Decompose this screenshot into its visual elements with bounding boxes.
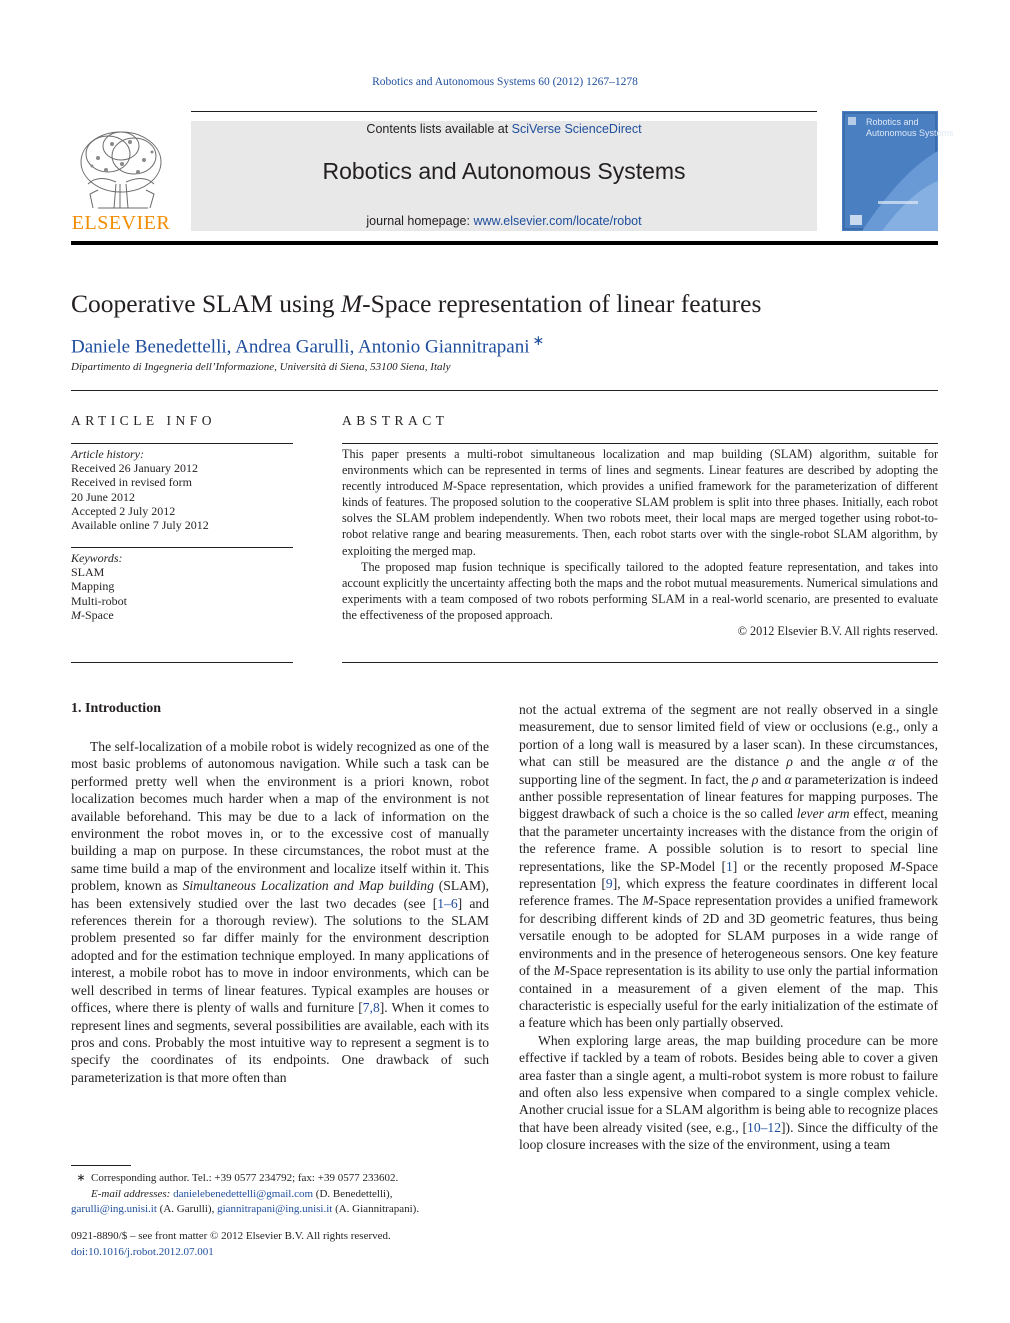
history-item: 20 June 2012: [71, 489, 135, 504]
article-history: [71, 447, 209, 532]
author-name[interactable]: Antonio Giannitrapani: [358, 336, 530, 358]
history-label: Article history:: [71, 447, 144, 461]
legal-block: [71, 1229, 391, 1260]
body-paragraph: When exploring large areas, the map building procedure can be more effective if tackled by a team of robots. Besides being able to cover a given area faster than a single agent, a multi-robot system is more robust to failure and often also less expensive when compared to a single complex vehicle. Another crucial issue for a SLAM algorithm is being able to recognize places that have been already visited (see, e.g., [10–12]). Since the difficulty of the loop closure increases with the size of the environment, using a team: [519, 1032, 938, 1153]
abstract-paragraph: This paper presents a multi-robot simultaneous localization and map building (SLAM) algorithm, suitable for environments which can be represented in terms of lines and segments. Linear features are described by adopting the recently introduced M-Space representation, which provides a unified framework for the parameterization of different kinds of features. The proposed solution to the cooperative SLAM problem is split into three phases. Initially, each robot solves the SLAM problem independently. When two robots meet, their local maps are merged together using robot-to-robot relative range and bearing measurements. Then, each robot starts over with the single-robot SLAM algorithm, by exploiting the merged map.: [342, 447, 938, 558]
email-link[interactable]: danielebenedettelli@gmail.com: [173, 1187, 314, 1200]
header-thick-rule: [71, 241, 938, 245]
body-paragraph: not the actual extrema of the segment are not really observed in a single measurement, due to sensor limited field of view or occlusions (e.g., only a portion of a long wall is measured by a laser scan). In these circumstances, what can still be measured are the distance ρ and the angle α of the supporting line of the segment. In fact, the ρ and α parameterization is indeed anther possible representation of linear features for mapping purposes. The biggest drawback of such a choice is the so called lever arm effect, meaning that the parameter uncertainty increases with the distance from the origin of the reference frame. A possible solution is to resort to special line representations, like the SP-Model [1] or the recently proposed M-Space representation [9], which express the feature coordinates in different local reference frames. The M-Space representation provides a unified framework for describing different kinds of 2D and 3D geometric features, thus being versatile enough to be adopted for SLAM purposes in a wide range of environments and in the presence of heterogeneous sensors. One key feature of the M-Space representation is its ability to use only the partial information contained in a measurement of a given element of the map. This characteristic is especially useful for the early initialization of the estimate of a feature which has been only partially observed.: [519, 702, 939, 1031]
abstract-rule: [342, 443, 938, 444]
title-rule: [71, 390, 938, 391]
abstract-heading: ABSTRACT: [342, 413, 449, 428]
contents-prefix: Contents lists available at: [366, 122, 512, 136]
header-rule: [191, 111, 817, 112]
keyword: [71, 608, 127, 622]
article-info-heading: ARTICLE INFO: [71, 413, 217, 428]
keywords-rule: [71, 547, 293, 548]
email-label: E-mail addresses:: [91, 1187, 171, 1200]
homepage-link[interactable]: www.elsevier.com/locate/robot: [473, 214, 642, 228]
affiliation: Dipartimento di Ingegneria dell’Informazione, Università di Siena, 53100 Siena, Italy: [71, 361, 451, 373]
keywords-block: [71, 551, 127, 622]
author-name[interactable]: Daniele Benedettelli: [71, 336, 227, 358]
title-part: Cooperative SLAM using: [71, 289, 341, 318]
sciencedirect-link[interactable]: SciVerse ScienceDirect: [511, 122, 642, 136]
abstract-paragraph: The proposed map fusion technique is specifically tailored to the adopted feature representation, and takes into account explicitly the uncertainty affecting both the maps and the robot mutual measurements. Numerical simulations and experiments with a team composed of two robots performing SLAM in a real-world scenario, are presented to evaluate the effectiveness of the proposed approach.: [342, 559, 938, 622]
body-column-left: [71, 738, 489, 1086]
contents-line: [191, 122, 817, 136]
author-list: Daniele Benedettelli, Andrea Garulli, Antonio Giannitrapani ∗: [71, 334, 545, 358]
history-item: Available online 7 July 2012: [71, 518, 209, 533]
citation-link[interactable]: 1: [726, 858, 733, 874]
elsevier-wordmark: ELSEVIER: [71, 212, 171, 234]
running-header: Robotics and Autonomous Systems 60 (2012) 1267–1278: [372, 76, 638, 88]
abstract-copyright: © 2012 Elsevier B.V. All rights reserved.: [737, 624, 938, 639]
citation-link[interactable]: 7,8: [362, 1000, 380, 1016]
keyword-m: M: [71, 607, 81, 622]
body-column-right: [519, 701, 938, 1154]
history-item: Received 26 January 2012: [71, 461, 198, 476]
abstract-bottom-rule: [342, 662, 938, 663]
email-footnote-cont: garulli@ing.unisi.it (A. Garulli), giannitrapani@ing.unisi.it (A. Giannitrapani).: [71, 1203, 420, 1215]
keyword: Mapping: [71, 579, 115, 594]
section-heading-introduction: 1. Introduction: [71, 701, 161, 716]
paper-title: [71, 289, 761, 319]
doi-link[interactable]: doi:10.1016/j.robot.2012.07.001: [71, 1245, 214, 1258]
title-part-2: -Space representation of linear features: [362, 289, 762, 318]
abstract-body: [342, 446, 938, 639]
email-link[interactable]: giannitrapani@ing.unisi.it: [217, 1203, 333, 1215]
citation-link[interactable]: 1–6: [437, 895, 458, 911]
citation-link[interactable]: 10–12: [747, 1119, 782, 1135]
journal-title: Robotics and Autonomous Systems: [322, 158, 686, 184]
cover-title-line2: Autonomous Systems: [866, 128, 954, 138]
title-m: M: [340, 289, 363, 318]
corresponding-author-mark[interactable]: ∗: [532, 334, 545, 349]
corresponding-footnote: [71, 1171, 511, 1187]
corresponding-text: Corresponding author. Tel.: +39 0577 234792; fax: +39 0577 233602.: [91, 1172, 399, 1184]
homepage-line: [191, 214, 817, 228]
article-info-rule: [71, 443, 293, 444]
keywords-label: Keywords:: [71, 551, 123, 565]
footnotes: [71, 1171, 511, 1218]
author-name[interactable]: Andrea Garulli: [235, 336, 350, 358]
body-paragraph: The self-localization of a mobile robot is widely recognized as one of the most basic problems of autonomous navigation. While such a task can be performed pretty well when the environment is a priori known, robot localization becomes much harder when a map of the environment is not available beforehand. This may be due to a lack of information on the environment the robot moves in, or to the excessive cost of manually building a map on purpose. In these circumstances, the robot must at the same time build a map of the environment and localize itself within it. This problem, known as Simultaneous Localization and Map building (SLAM), has been extensively studied over the last two decades (see [1–6] and references therein for a thorough review). The solutions to the SLAM problem presented so far differ mainly for the environment description adopted and for the estimation technique employed. In many applications of interest, a mobile robot has to move in indoor environments, which can be well described in terms of linear features. Typical examples are houses or offices, where there is plenty of walls and furniture [7,8]. When it comes to represent lines and segments, several possibilities are available, each with its pros and cons. Probably the most intuitive way to represent a segment is to specify the coordinates of its endpoints. One drawback of such parameterization is that more often than: [71, 739, 489, 1085]
citation-link[interactable]: 9: [605, 876, 613, 892]
issn-line: 0921-8890/$ – see front matter © 2012 Elsevier B.V. All rights reserved.: [71, 1230, 391, 1242]
journal-cover-image: [842, 111, 954, 231]
article-info-bottom-rule: [71, 662, 293, 663]
history-item: Accepted 2 July 2012: [71, 503, 176, 518]
keyword: Multi-robot: [71, 593, 127, 608]
footnote-mark: ∗: [76, 1172, 86, 1184]
email-link[interactable]: garulli@ing.unisi.it: [71, 1203, 157, 1215]
footnote-rule: [71, 1165, 131, 1166]
homepage-prefix: journal homepage:: [366, 214, 474, 228]
cover-title-line1: Robotics and: [866, 117, 919, 127]
history-item: Received in revised form: [71, 475, 192, 490]
email-footnote: E-mail addresses: danielebenedettelli@gmail.com (D. Benedettelli),: [91, 1187, 393, 1200]
keyword-rest: -Space: [81, 607, 114, 622]
keyword: SLAM: [71, 565, 105, 580]
